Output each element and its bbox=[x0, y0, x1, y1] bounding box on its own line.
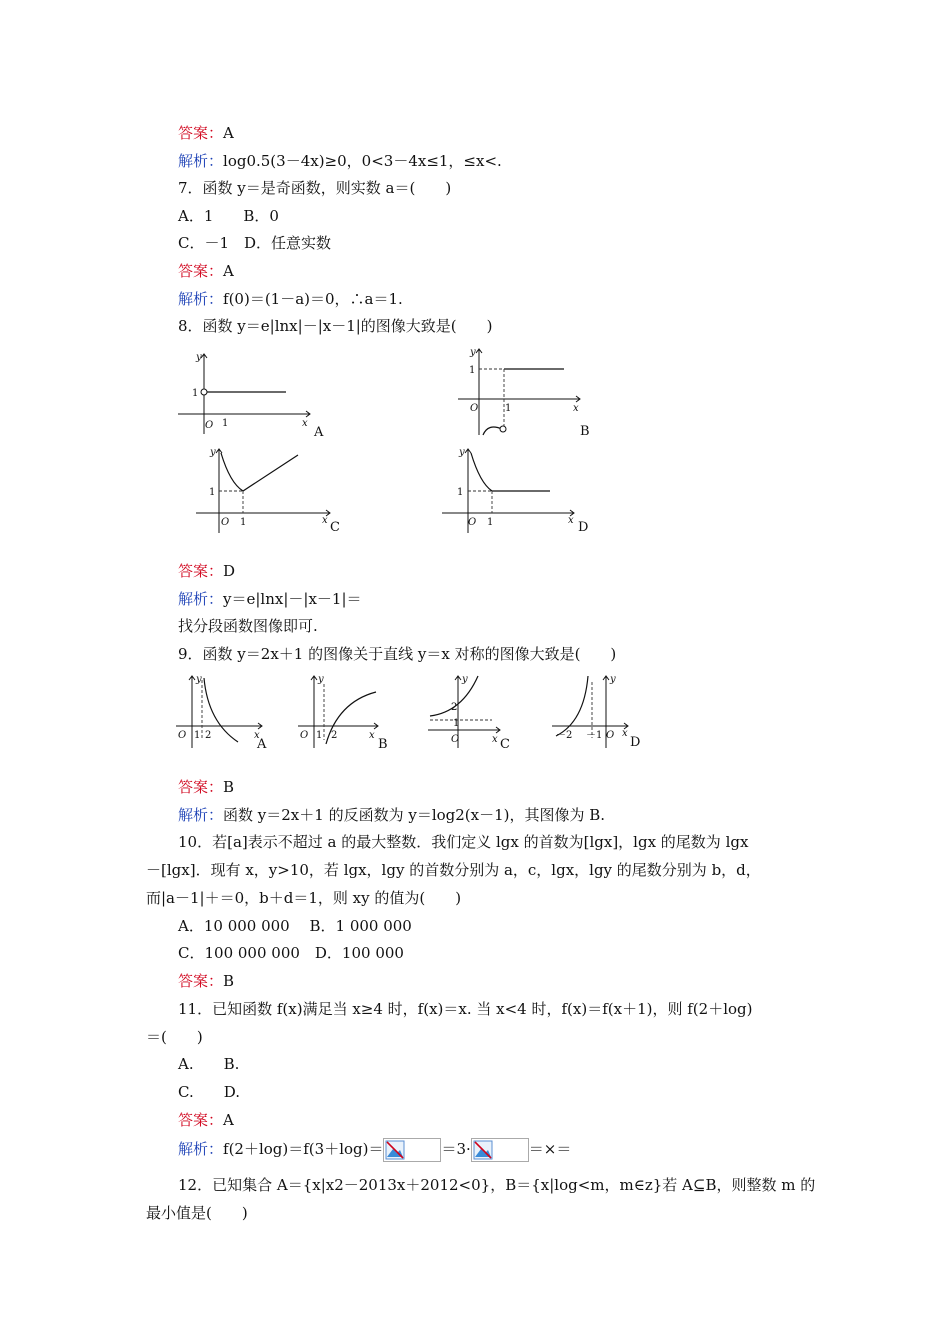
option-a-label: A bbox=[257, 737, 267, 752]
analysis-8-cont: 找分段函数图像即可. bbox=[178, 617, 318, 635]
option-b-label: B bbox=[378, 737, 388, 752]
q8-graph-b bbox=[452, 343, 592, 443]
y-label: y bbox=[196, 674, 202, 685]
option-a-label: A bbox=[314, 425, 324, 440]
option-d-label: D bbox=[630, 735, 641, 750]
x-label: x bbox=[322, 515, 328, 526]
x-label: x bbox=[302, 418, 308, 429]
question-10-line1: 10．若[a]表示不超过 a 的最大整数．我们定义 lgx 的首数为[lgx]，lgx 的尾数为 lgx bbox=[178, 833, 749, 851]
answer-10: 答案：B bbox=[178, 972, 235, 990]
tick-1: 1 bbox=[316, 730, 323, 741]
tick-1: 1 bbox=[222, 418, 229, 429]
answer-6: 答案：A bbox=[178, 124, 234, 142]
tick-2: 2 bbox=[331, 730, 338, 741]
tick-1: 1 bbox=[505, 403, 512, 414]
origin-label: O bbox=[470, 403, 479, 414]
analysis-9: 解析：函数 y＝2x＋1 的反函数为 y＝log2(x－1)，其图像为 B. bbox=[178, 806, 606, 824]
y-label: y bbox=[610, 674, 616, 685]
x-label: x bbox=[369, 730, 375, 741]
question-11-line1: 11．已知函数 f(x)满足当 x≥4 时，f(x)＝x. 当 x<4 时，f(x)＝f(x＋1)，则 f(2＋log) bbox=[178, 1000, 753, 1018]
q9-graph-c bbox=[424, 672, 524, 752]
tick-1: 1 bbox=[194, 730, 201, 741]
tick-1: 1 bbox=[457, 487, 464, 498]
option-d-label: D bbox=[578, 520, 589, 535]
x-label: x bbox=[492, 734, 498, 745]
x-label: x bbox=[254, 730, 260, 741]
q10-options-cd: C．100 000 000 D．100 000 bbox=[178, 944, 404, 962]
origin-label: O bbox=[178, 730, 187, 741]
tick-1: 1 bbox=[453, 718, 460, 729]
x-label: x bbox=[573, 403, 579, 414]
option-c-label: C bbox=[500, 737, 510, 752]
question-7: 7．函数 y＝是奇函数，则实数 a＝( ) bbox=[178, 179, 452, 197]
tick-2: 2 bbox=[451, 702, 458, 713]
q11-options-cd: C. D. bbox=[178, 1083, 240, 1101]
question-12-line2: 最小值是( ) bbox=[146, 1204, 248, 1222]
question-9: 9．函数 y＝2x＋1 的图像关于直线 y＝x 对称的图像大致是( ) bbox=[178, 645, 617, 663]
q9-graph-d bbox=[548, 672, 658, 752]
origin-label: O bbox=[205, 420, 214, 431]
y-label: y bbox=[210, 447, 216, 458]
tick-neg-1: －1 bbox=[586, 730, 603, 741]
y-label: y bbox=[470, 347, 476, 358]
question-10-line2: －[lgx]．现有 x，y>10，若 lgx，lgy 的首数分别为 a，c，lgx，lgy 的尾数分别为 b，d， bbox=[146, 861, 761, 879]
q11-options-ab: A. B. bbox=[178, 1055, 240, 1073]
analysis-6: 解析：log0.5(3－4x)≥0，0<3－4x≤1，≤x<. bbox=[178, 152, 502, 170]
tick-2: 2 bbox=[205, 730, 212, 741]
broken-image-icon bbox=[383, 1138, 441, 1162]
origin-label: O bbox=[221, 517, 230, 528]
tick-1: 1 bbox=[209, 487, 216, 498]
question-8: 8．函数 y＝e|lnx|－|x－1|的图像大致是( ) bbox=[178, 317, 493, 335]
y-label: y bbox=[318, 674, 324, 685]
analysis-11: 解析：f(2＋log)＝f(3＋log)＝ ＝3· ＝×＝ bbox=[178, 1138, 571, 1162]
tick-1: 1 bbox=[240, 517, 247, 528]
option-b-label: B bbox=[580, 424, 590, 439]
origin-label: O bbox=[451, 734, 460, 745]
q10-options-ab: A．10 000 000 B．1 000 000 bbox=[178, 917, 412, 935]
y-label: y bbox=[462, 674, 468, 685]
answer-7: 答案：A bbox=[178, 262, 234, 280]
y-label: y bbox=[459, 447, 465, 458]
q8-graph-c bbox=[190, 443, 350, 539]
analysis-7: 解析：f(0)＝(1－a)＝0，∴a＝1. bbox=[178, 290, 403, 308]
broken-image-icon bbox=[471, 1138, 529, 1162]
tick-1: 1 bbox=[192, 388, 199, 399]
analysis-8: 解析：y＝e|lnx|－|x－1|＝ bbox=[178, 590, 362, 608]
q9-graph-a bbox=[172, 672, 272, 752]
answer-11: 答案：A bbox=[178, 1111, 234, 1129]
option-c-label: C bbox=[330, 520, 340, 535]
origin-label: O bbox=[468, 517, 477, 528]
answer-8: 答案：D bbox=[178, 562, 236, 580]
tick-1: 1 bbox=[469, 365, 476, 376]
origin-label: O bbox=[606, 730, 615, 741]
tick-neg-2: －2 bbox=[556, 730, 573, 741]
question-10-line3: 而|a－1|＋＝0，b＋d＝1，则 xy 的值为( ) bbox=[146, 889, 462, 907]
x-label: x bbox=[622, 728, 628, 739]
question-11-line2: ＝( ) bbox=[146, 1028, 203, 1046]
q9-graph-b bbox=[294, 672, 394, 752]
tick-1: 1 bbox=[487, 517, 494, 528]
q7-options-cd: C．－1 D．任意实数 bbox=[178, 234, 332, 252]
x-label: x bbox=[568, 515, 574, 526]
answer-9: 答案：B bbox=[178, 778, 235, 796]
y-label: y bbox=[196, 352, 202, 363]
origin-label: O bbox=[300, 730, 309, 741]
question-12-line1: 12．已知集合 A＝{x|x2－2013x＋2012<0}，B＝{x|log<m，m∈z}若 A⊆B，则整数 m 的 bbox=[178, 1176, 816, 1194]
q7-options-ab: A．1 B．0 bbox=[178, 207, 279, 225]
q8-graph-d bbox=[438, 443, 598, 539]
q8-graph-a bbox=[170, 348, 330, 440]
